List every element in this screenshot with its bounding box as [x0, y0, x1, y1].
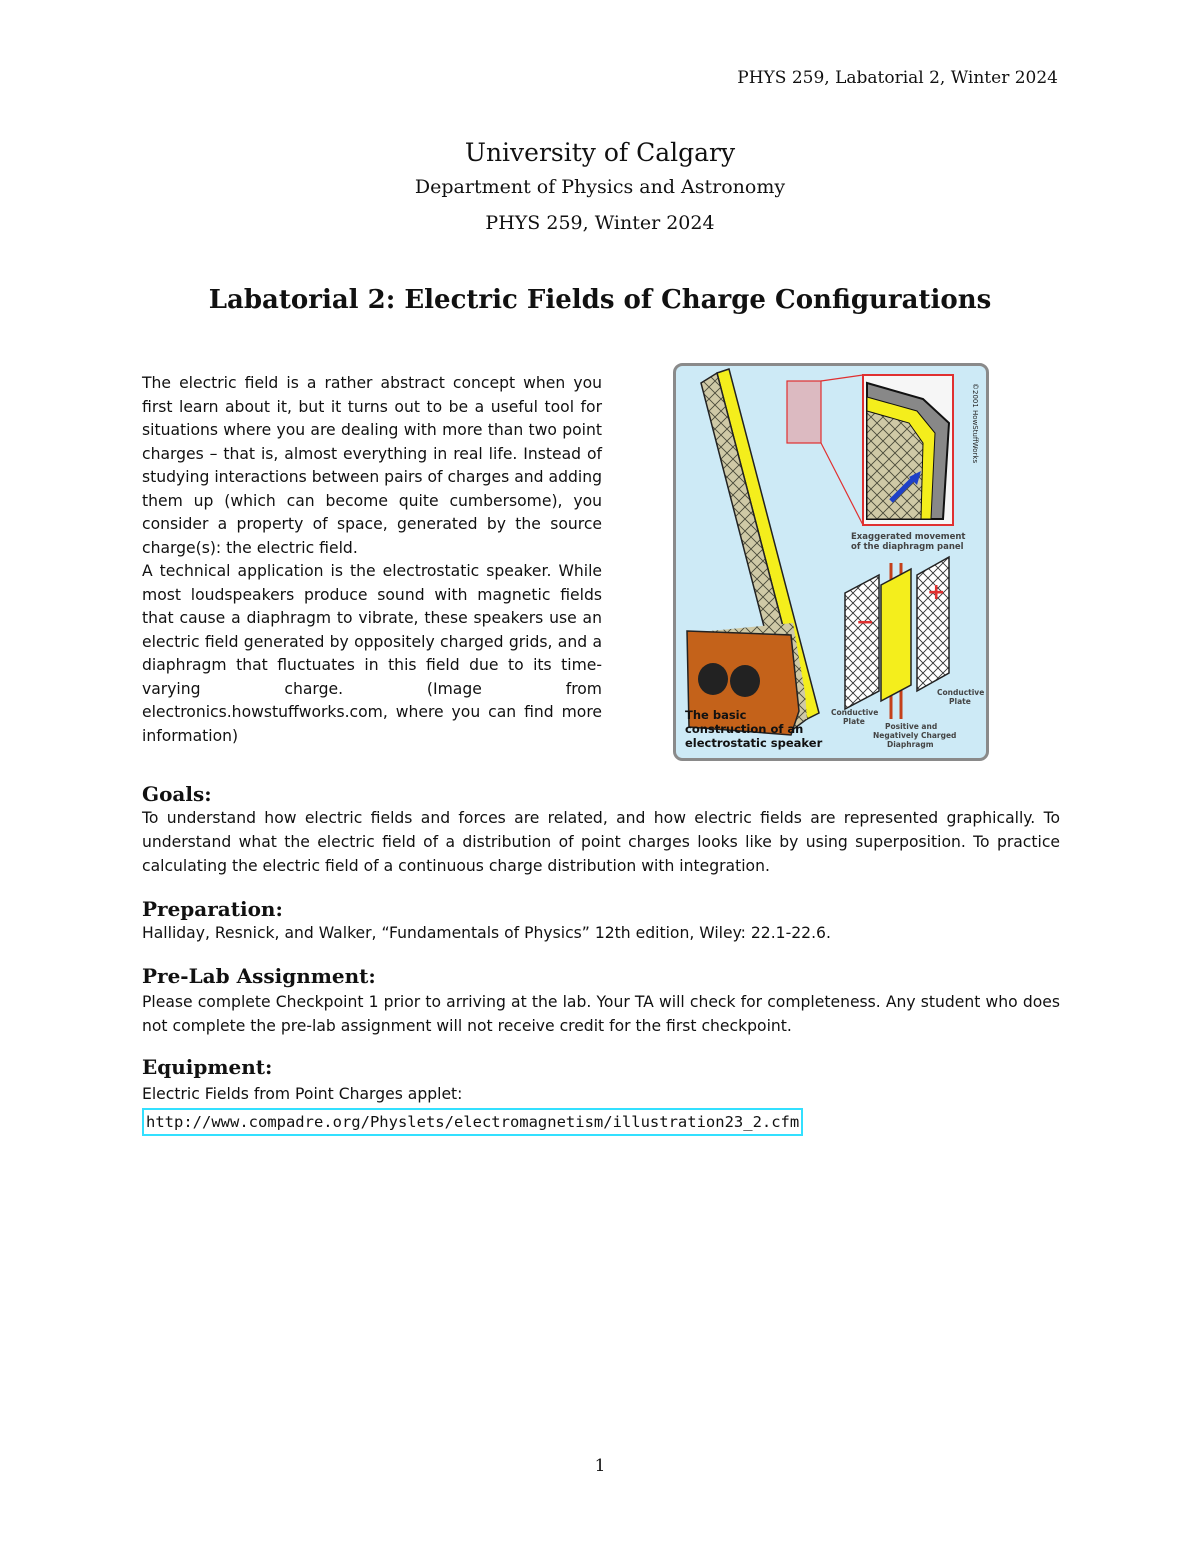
goals-heading: Goals: — [142, 782, 212, 806]
goals-body — [142, 806, 1060, 878]
page-number: 1 — [594, 1456, 606, 1476]
intro-text — [142, 372, 602, 748]
figure-caption-line2: construction of an — [685, 722, 804, 736]
university-name: University of Calgary — [464, 138, 736, 167]
label-diaphragm-line2: Negatively Charged — [873, 731, 957, 740]
label-diaphragm-line3: Diaphragm — [887, 740, 934, 749]
label-plate-left-line1: Conductive — [831, 708, 879, 717]
intro-paragraph-1: The electric field is a rather abstract concept when you first learn about it, but it turns out to be a useful tool for situations where you are dealing with more than two point charges – that is, almost everything in real life. Instead of studying interactions between pairs of charges and adding them up (which can become quite cumbersome), you consider a property of space, generated by the source charge(s): the electric field. — [142, 374, 602, 557]
applet-link[interactable]: http://www.compadre.org/Physlets/electromagnetism/illustration23_2.cfm — [142, 1108, 803, 1136]
label-plate-left-line2: Plate — [843, 717, 865, 726]
figure-caption-line3: electrostatic speaker — [685, 736, 823, 750]
label-plate-right-line2: Plate — [949, 697, 971, 706]
course-name: PHYS 259, Winter 2024 — [485, 212, 715, 234]
figure-caption-line1: The basic — [685, 708, 747, 722]
running-header: PHYS 259, Labatorial 2, Winter 2024 — [737, 68, 1058, 88]
prelab-body — [142, 990, 1060, 1038]
intro-paragraph-2: A technical application is the electrostatic speaker. While most loudspeakers produce sound with magnetic fields that cause a diaphragm to vibrate, these speakers use an electric field generated by oppositely charged grids, and a diaphragm that fluctuates in this field due to its time-varying charge. (Image from electronics.howstuffworks.com, where you can find more information) — [142, 562, 602, 745]
label-movement-line2: of the diaphragm panel — [851, 542, 964, 552]
equipment-body — [142, 1082, 1060, 1136]
prelab-heading: Pre-Lab Assignment: — [142, 964, 376, 988]
label-movement-line1: Exaggerated movement — [851, 532, 966, 542]
preparation-text: Halliday, Resnick, and Walker, “Fundamentals of Physics” 12th edition, Wiley: 22.1-22.6. — [142, 924, 831, 942]
lab-title: Labatorial 2: Electric Fields of Charge Configurations — [208, 285, 992, 315]
plus-sign: + — [927, 580, 946, 605]
electrostatic-speaker-figure — [673, 363, 989, 761]
prelab-text: Please complete Checkpoint 1 prior to arriving at the lab. Your TA will check for completeness. Any student who does not complete the pre-lab assignment will not receive credit for the first checkpoint. — [142, 993, 1060, 1035]
label-plate-right-line1: Conductive — [937, 688, 985, 697]
preparation-body — [142, 921, 1060, 945]
label-diaphragm-line1: Positive and — [885, 722, 938, 731]
copyright-text: ©2001 HowStuffWorks — [971, 383, 979, 464]
preparation-heading: Preparation: — [142, 897, 283, 921]
equipment-heading: Equipment: — [142, 1055, 273, 1079]
minus-sign: − — [856, 610, 875, 635]
equipment-text: Electric Fields from Point Charges applet: — [142, 1085, 463, 1103]
department-name: Department of Physics and Astronomy — [414, 176, 786, 198]
goals-text: To understand how electric fields and forces are related, and how electric fields are represented graphically. To understand what the electric field of a distribution of point charges looks like by using superposition. To practice calculating the electric field of a continuous charge distribution with integration. — [142, 809, 1060, 875]
